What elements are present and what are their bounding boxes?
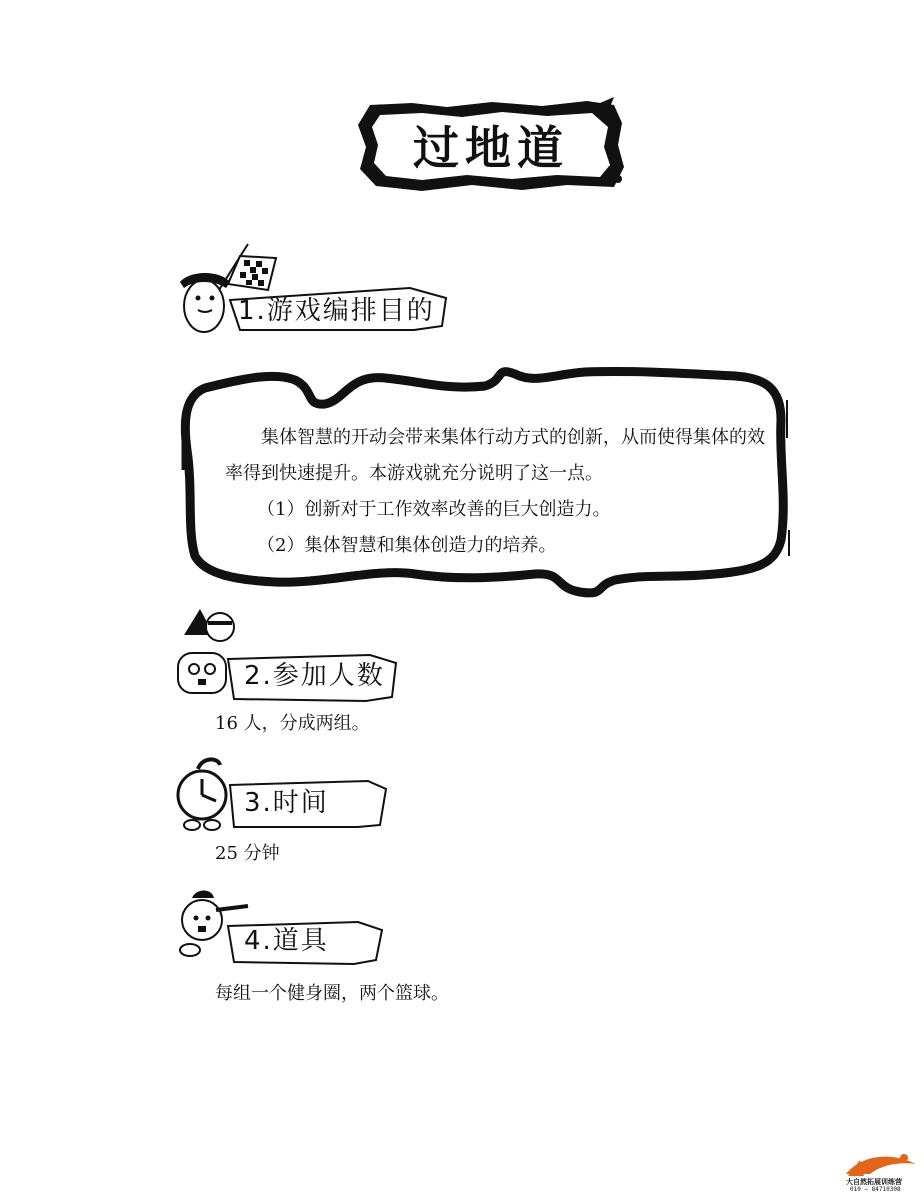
page-title: 过地道	[413, 121, 569, 175]
purpose-text	[225, 420, 780, 564]
props-text: 每组一个健身圈，两个篮球。	[215, 983, 449, 1004]
mascot-icon	[178, 609, 234, 693]
section-participants	[0, 600, 924, 750]
purpose-paragraph: 集体智慧的开动会带来集体行动方式的创新，从而使得集体的效率得到快速提升。本游戏就充分说明了这一点。	[225, 427, 765, 484]
clock-mascot-icon	[178, 759, 226, 830]
time-text: 25 分钟	[215, 843, 280, 864]
section-time-heading: 3.时间	[244, 788, 329, 818]
brand-name: 大自然拓展训练营	[846, 1178, 902, 1186]
section-time	[0, 750, 924, 880]
section-purpose-heading: 1.游戏编排目的	[238, 296, 435, 326]
mascot-icon	[180, 273, 230, 332]
purpose-item: （1）创新对于工作效率改善的巨大创造力。	[257, 499, 611, 520]
section-participants-heading: 2.参加人数	[244, 661, 385, 691]
brand-phone: 010 — 84710308	[850, 1186, 901, 1193]
section-props	[0, 880, 924, 1020]
participants-text: 16 人，分成两组。	[215, 713, 370, 734]
purpose-item: （2）集体智慧和集体创造力的培养。	[257, 535, 557, 556]
section-props-heading: 4.道具	[244, 926, 329, 956]
